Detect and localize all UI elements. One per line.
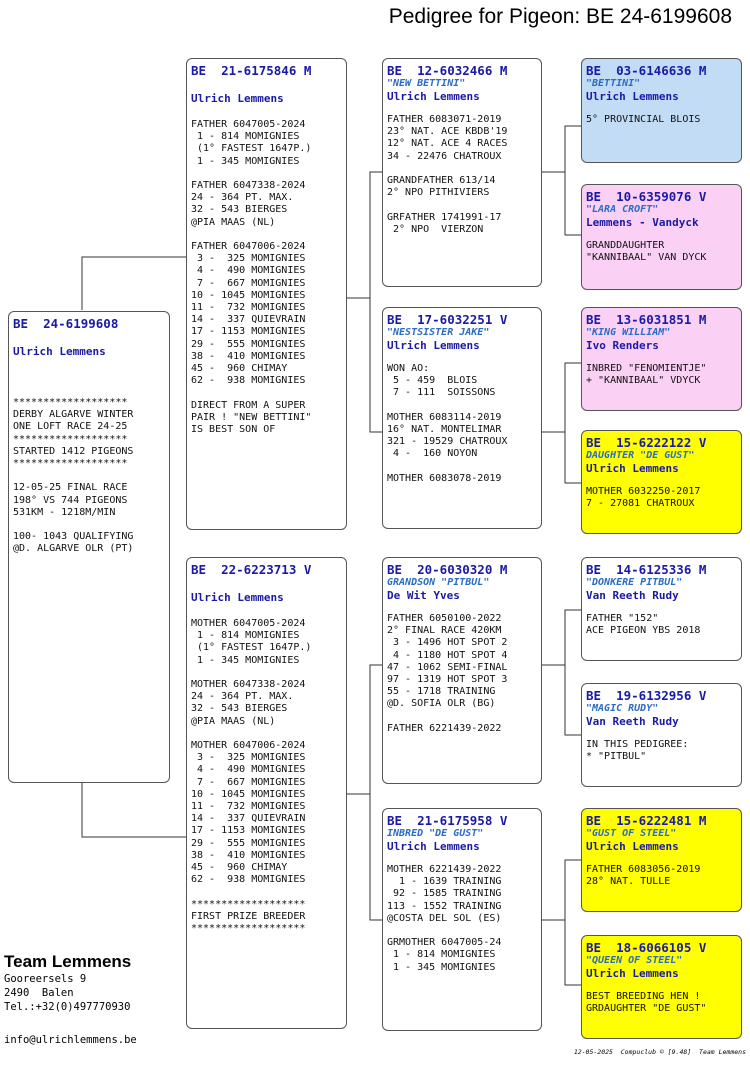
ring-number: BE 10-6359076 V: [586, 189, 707, 204]
pigeon-card-mother[interactable]: [186, 557, 347, 1029]
page-title: Pedigree for Pigeon: BE 24-6199608: [388, 5, 732, 28]
pigeon-info: INBRED "FENOMIENTJE" + "KANNIBAAL" VDYCK: [586, 363, 707, 387]
pigeon-nickname: "KING WILLIAM": [586, 327, 671, 338]
ring-number: BE 21-6175958 V: [387, 813, 508, 828]
team-street: Gooreersels 9: [4, 973, 87, 985]
team-email[interactable]: info@ulrichlemmens.be: [4, 1034, 137, 1046]
footer-credit: 12-05-2025 Compuclub © [9.48] Team Lemmens: [573, 1048, 746, 1056]
pigeon-card-fff[interactable]: [581, 58, 742, 163]
pigeon-info: FATHER 6083056-2019 28° NAT. TULLE: [586, 864, 701, 888]
pigeon-info: MOTHER 6047005-2024 1 - 814 MOMIGNIES (1° FASTEST 1647P.) 1 - 345 MOMIGNIES MOTHER 6047338-2024 24 - 364 PT. MAX. 32 - 543 BIERGES @PIA MAAS (NL) MOTHER 6047006-2024 3 - 325 MOMIGNIES 4 - 490 MOMIGNIES 7 - 667 MOMIGNIES 10 - 1045 MOMIGNIES 11 - 732 MOMIGNIES 14 - 337 QUIEVRAIN 17 - 1153 MOMIGNIES 29 - 555 MOMIGNIES 38 - 410 MOMIGNIES 45 - 960 CHIMAY 62 - 938 MOMIGNIES ******************* FIRST PRIZE BREEDER *******************: [191, 618, 312, 935]
pigeon-info: IN THIS PEDIGREE: * "PITBUL": [586, 739, 689, 763]
owner-name: Ulrich Lemmens: [586, 90, 679, 103]
team-info: [4, 952, 131, 1014]
owner-name: Ivo Renders: [586, 339, 659, 352]
team-city: 2490 Balen: [4, 987, 74, 999]
ring-number: BE 03-6146636 M: [586, 63, 707, 78]
owner-name: Van Reeth Rudy: [586, 589, 679, 602]
owner-name: Ulrich Lemmens: [191, 92, 284, 105]
pigeon-info: MOTHER 6032250-2017 7 - 27081 CHATROUX: [586, 486, 701, 510]
owner-name: Lemmens - Vandyck: [586, 216, 699, 229]
team-name: Team Lemmens: [4, 952, 132, 971]
pigeon-info: FATHER "152" ACE PIGEON YBS 2018: [586, 613, 701, 637]
pigeon-card-father[interactable]: [186, 58, 347, 530]
owner-name: Ulrich Lemmens: [586, 967, 679, 980]
ring-number: BE 13-6031851 M: [586, 312, 707, 327]
pigeon-card-mother-father[interactable]: [382, 557, 542, 784]
ring-number: BE 14-6125336 M: [586, 562, 707, 577]
pigeon-card-father-father[interactable]: [382, 58, 542, 287]
pigeon-nickname: "DONKERE PITBUL": [586, 577, 683, 588]
pigeon-info: FATHER 6050100-2022 2° FINAL RACE 420KM 3 - 1496 HOT SPOT 2 4 - 1180 HOT SPOT 4 47 - 1062 SEMI-FINAL 97 - 1319 HOT SPOT 3 55 - 1718 TRAINING @D. SOFIA OLR (BG) FATHER 6221439-2022: [387, 613, 508, 734]
pigeon-nickname: "LARA CROFT": [586, 204, 659, 215]
pigeon-info: FATHER 6083071-2019 23° NAT. ACE KBDB'19 12° NAT. ACE 4 RACES 34 - 22476 CHATROUX GRANDFATHER 613/14 2° NPO PITHIVIERS GRFATHER 1741991-17 2° NPO VIERZON: [387, 114, 508, 235]
pigeon-card-father-mother[interactable]: [382, 307, 542, 529]
pigeon-card-main[interactable]: [8, 311, 170, 783]
ring-number: BE 12-6032466 M: [387, 63, 508, 78]
owner-name: Ulrich Lemmens: [586, 840, 679, 853]
pigeon-card-mmf[interactable]: [581, 808, 742, 912]
pigeon-info: GRANDDAUGHTER "KANNIBAAL" VAN DYCK: [586, 240, 707, 264]
pigeon-card-fmm[interactable]: [581, 430, 742, 534]
ring-number: BE 18-6066105 V: [586, 940, 707, 955]
pigeon-card-mother-mother[interactable]: [382, 808, 542, 1031]
owner-name: De Wit Yves: [387, 589, 460, 602]
pigeon-info: WON AO: 5 - 459 BLOIS 7 - 111 SOISSONS MOTHER 6083114-2019 16° NAT. MONTELIMAR 321 - 19529 CHATROUX 4 - 160 NOYON MOTHER 6083078-2019: [387, 363, 508, 484]
pigeon-nickname: INBRED "DE GUST": [387, 828, 484, 839]
pigeon-nickname: "MAGIC RUDY": [586, 703, 659, 714]
pigeon-nickname: "NEW BETTINI": [387, 78, 466, 89]
owner-name: Ulrich Lemmens: [387, 90, 480, 103]
pigeon-card-ffm[interactable]: [581, 184, 742, 290]
pigeon-info: MOTHER 6221439-2022 1 - 1639 TRAINING 92 - 1585 TRAINING 113 - 1552 TRAINING @COSTA DEL SOL (ES) GRMOTHER 6047005-24 1 - 814 MOMIGNIES 1 - 345 MOMIGNIES: [387, 864, 502, 973]
pigeon-card-mmm[interactable]: [581, 935, 742, 1039]
ring-number: BE 15-6222481 M: [586, 813, 707, 828]
pigeon-nickname: "BETTINI": [586, 78, 641, 89]
pigeon-nickname: DAUGHTER "DE GUST": [586, 450, 695, 461]
pigeon-nickname: GRANDSON "PITBUL": [387, 577, 490, 588]
pigeon-nickname: "GUST OF STEEL": [586, 828, 677, 839]
pigeon-card-mfm[interactable]: [581, 683, 742, 787]
pigeon-info: BEST BREEDING HEN ! GRDAUGHTER "DE GUST": [586, 991, 707, 1015]
owner-name: Van Reeth Rudy: [586, 715, 679, 728]
ring-number: BE 19-6132956 V: [586, 688, 707, 703]
ring-number: BE 15-6222122 V: [586, 435, 707, 450]
ring-number: BE 20-6030320 M: [387, 562, 508, 577]
owner-name: Ulrich Lemmens: [387, 840, 480, 853]
pigeon-info: ******************* DERBY ALGARVE WINTER ONE LOFT RACE 24-25 ******************* STARTED 1412 PIGEONS ******************* 12-05-25 FINAL RACE 198° VS 744 PIGEONS 531KM - 1218M/MIN 100- 1043 QUALIFYING @D. ALGARVE OLR (PT): [13, 397, 134, 555]
pigeon-nickname: "NESTSISTER JAKE": [387, 327, 490, 338]
ring-number: BE 21-6175846 M: [191, 63, 312, 78]
pigeon-card-mff[interactable]: [581, 557, 742, 661]
ring-number: BE 22-6223713 V: [191, 562, 312, 577]
owner-name: Ulrich Lemmens: [13, 345, 106, 358]
pigeon-info: FATHER 6047005-2024 1 - 814 MOMIGNIES (1° FASTEST 1647P.) 1 - 345 MOMIGNIES FATHER 6047338-2024 24 - 364 PT. MAX. 32 - 543 BIERGES @PIA MAAS (NL) FATHER 6047006-2024 3 - 325 MOMIGNIES 4 - 490 MOMIGNIES 7 - 667 MOMIGNIES 10 - 1045 MOMIGNIES 11 - 732 MOMIGNIES 14 - 337 QUIEVRAIN 17 - 1153 MOMIGNIES 29 - 555 MOMIGNIES 38 - 410 MOMIGNIES 45 - 960 CHIMAY 62 - 938 MOMIGNIES DIRECT FROM A SUPER PAIR ! "NEW BETTINI" IS BEST SON OF: [191, 119, 312, 436]
owner-name: Ulrich Lemmens: [191, 591, 284, 604]
pigeon-info: 5° PROVINCIAL BLOIS: [586, 114, 701, 125]
ring-number: BE 17-6032251 V: [387, 312, 508, 327]
owner-name: Ulrich Lemmens: [586, 462, 679, 475]
pigeon-nickname: "QUEEN OF STEEL": [586, 955, 683, 966]
owner-name: Ulrich Lemmens: [387, 339, 480, 352]
ring-number: BE 24-6199608: [13, 316, 119, 331]
team-phone: Tel.:+32(0)497770930: [4, 1001, 131, 1013]
pigeon-card-fmf[interactable]: [581, 307, 742, 411]
